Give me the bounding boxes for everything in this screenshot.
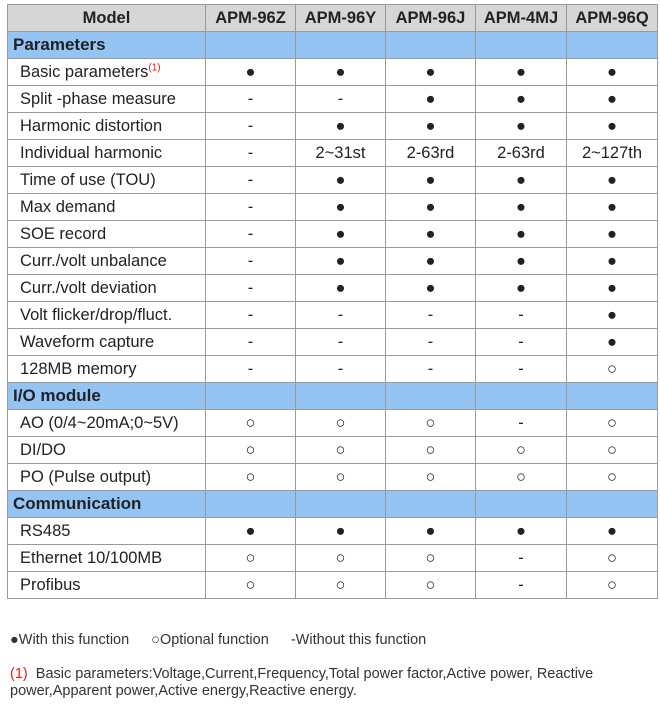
feature-label: Waveform capture: [20, 332, 155, 351]
feature-value-cell: -: [296, 86, 386, 113]
feature-value-cell: ●: [386, 59, 476, 86]
feature-value-cell: ●: [296, 194, 386, 221]
section-filler-cell: [296, 491, 386, 518]
feature-value-cell: ●: [296, 113, 386, 140]
feature-value-cell: ●: [476, 167, 567, 194]
feature-label: RS485: [20, 521, 71, 540]
footnote-text: Basic parameters:Voltage,Current,Frequency,Total power factor,Active power, Reactive power,Apparent power,Active energy,Reactive energy.: [10, 666, 594, 699]
feature-value-cell: ●: [476, 221, 567, 248]
section-row: [8, 383, 658, 410]
feature-label: Curr./volt unbalance: [20, 251, 167, 270]
feature-label: PO (Pulse output): [20, 467, 152, 486]
feature-label: 128MB memory: [20, 359, 137, 378]
feature-value-cell: ○: [296, 545, 386, 572]
feature-label: Max demand: [20, 197, 116, 216]
feature-label-cell: [8, 113, 206, 140]
section-row: [8, 32, 658, 59]
spec-table: [7, 4, 658, 599]
table-row: [8, 86, 658, 113]
feature-value-cell: ○: [476, 437, 567, 464]
feature-value-cell: ●: [476, 275, 567, 302]
legend-with-function: ●With this function: [10, 632, 130, 648]
feature-value-cell: ●: [296, 59, 386, 86]
feature-label-cell: [8, 464, 206, 491]
feature-value-cell: ○: [386, 464, 476, 491]
feature-label-cell: [8, 221, 206, 248]
table-row: [8, 275, 658, 302]
table-row: [8, 221, 658, 248]
model-header-apm-4mj: APM-4MJ: [476, 5, 567, 32]
feature-value-cell: -: [206, 221, 296, 248]
model-header-apm-96q: APM-96Q: [567, 5, 658, 32]
feature-value-cell: ○: [386, 410, 476, 437]
spec-body: [8, 32, 658, 599]
feature-value-cell: -: [206, 275, 296, 302]
feature-value-cell: ●: [567, 194, 658, 221]
feature-value-cell: ●: [386, 194, 476, 221]
legend: [10, 632, 444, 648]
feature-value-cell: -: [206, 140, 296, 167]
feature-value-cell: ●: [567, 248, 658, 275]
section-filler-cell: [476, 491, 567, 518]
feature-value-cell: ○: [386, 572, 476, 599]
feature-value-cell: -: [476, 329, 567, 356]
section-filler-cell: [567, 32, 658, 59]
section-filler-cell: [567, 383, 658, 410]
feature-value-cell: -: [296, 356, 386, 383]
feature-value-cell: -: [206, 302, 296, 329]
section-title: I/O module: [8, 383, 206, 410]
feature-value-cell: ●: [567, 167, 658, 194]
feature-value-cell: ●: [567, 221, 658, 248]
model-header: Model: [8, 5, 206, 32]
table-row: [8, 572, 658, 599]
footnote-number: (1): [10, 666, 28, 682]
feature-value-cell: -: [296, 302, 386, 329]
feature-label-cell: [8, 545, 206, 572]
feature-value-cell: ○: [296, 410, 386, 437]
feature-value-cell: ○: [206, 572, 296, 599]
table-row: [8, 464, 658, 491]
table-row: [8, 167, 658, 194]
feature-label-cell: [8, 518, 206, 545]
feature-value-cell: ●: [386, 275, 476, 302]
feature-value-cell: ●: [386, 248, 476, 275]
feature-value-cell: ○: [206, 545, 296, 572]
table-row: [8, 518, 658, 545]
feature-value-cell: ●: [476, 86, 567, 113]
section-filler-cell: [386, 383, 476, 410]
feature-value-cell: -: [206, 194, 296, 221]
feature-label: Harmonic distortion: [20, 116, 163, 135]
feature-value-cell: ○: [567, 464, 658, 491]
model-header-apm-96y: APM-96Y: [296, 5, 386, 32]
feature-value-cell: ●: [476, 113, 567, 140]
feature-value-cell: -: [296, 329, 386, 356]
section-filler-cell: [386, 32, 476, 59]
feature-value-cell: ●: [567, 59, 658, 86]
section-filler-cell: [476, 32, 567, 59]
table-row: [8, 140, 658, 167]
feature-value-cell: ●: [567, 113, 658, 140]
feature-value-cell: -: [476, 302, 567, 329]
feature-value-cell: 2-63rd: [476, 140, 567, 167]
feature-label-cell: [8, 167, 206, 194]
feature-value-cell: -: [386, 302, 476, 329]
feature-value-cell: ●: [476, 59, 567, 86]
feature-label: Volt flicker/drop/fluct.: [20, 305, 173, 324]
feature-label: Individual harmonic: [20, 143, 163, 162]
feature-value-cell: 2~31st: [296, 140, 386, 167]
feature-label: Ethernet 10/100MB: [20, 548, 163, 567]
feature-value-cell: ●: [386, 221, 476, 248]
feature-value-cell: ○: [206, 410, 296, 437]
feature-value-cell: ○: [296, 437, 386, 464]
feature-value-cell: ●: [386, 113, 476, 140]
feature-value-cell: 2~127th: [567, 140, 658, 167]
section-title: Communication: [8, 491, 206, 518]
table-row: [8, 329, 658, 356]
feature-label: Basic parameters: [20, 62, 149, 81]
section-filler-cell: [296, 383, 386, 410]
feature-value-cell: ●: [386, 518, 476, 545]
feature-label-cell: [8, 59, 206, 86]
feature-value-cell: ●: [567, 518, 658, 545]
section-title: Parameters: [8, 32, 206, 59]
section-filler-cell: [206, 383, 296, 410]
feature-value-cell: ●: [476, 248, 567, 275]
feature-label: Time of use (TOU): [20, 170, 156, 189]
feature-label-cell: [8, 194, 206, 221]
model-header-apm-96z: APM-96Z: [206, 5, 296, 32]
feature-label: Profibus: [20, 575, 81, 594]
feature-value-cell: ○: [476, 464, 567, 491]
feature-value-cell: ○: [386, 437, 476, 464]
table-row: [8, 302, 658, 329]
feature-value-cell: -: [476, 572, 567, 599]
feature-label-cell: [8, 410, 206, 437]
feature-value-cell: -: [476, 545, 567, 572]
feature-value-cell: ○: [386, 545, 476, 572]
feature-label: AO (0/4~20mA;0~5V): [20, 413, 179, 432]
feature-value-cell: -: [206, 167, 296, 194]
feature-value-cell: ●: [206, 518, 296, 545]
feature-value-cell: ○: [567, 572, 658, 599]
section-filler-cell: [476, 383, 567, 410]
feature-value-cell: ●: [567, 275, 658, 302]
feature-label-cell: [8, 275, 206, 302]
feature-label: Split -phase measure: [20, 89, 176, 108]
feature-value-cell: ●: [296, 221, 386, 248]
feature-label-cell: [8, 437, 206, 464]
feature-value-cell: -: [206, 248, 296, 275]
footnote: [10, 666, 650, 700]
feature-value-cell: ●: [296, 248, 386, 275]
feature-value-cell: ○: [206, 464, 296, 491]
feature-label-cell: [8, 356, 206, 383]
feature-value-cell: ●: [567, 329, 658, 356]
feature-value-cell: ●: [567, 302, 658, 329]
table-row: [8, 437, 658, 464]
feature-value-cell: ○: [567, 410, 658, 437]
feature-value-cell: ●: [567, 86, 658, 113]
feature-value-cell: -: [386, 329, 476, 356]
feature-value-cell: -: [206, 113, 296, 140]
feature-label-cell: [8, 140, 206, 167]
feature-value-cell: -: [476, 410, 567, 437]
feature-label: DI/DO: [20, 440, 66, 459]
feature-value-cell: -: [206, 329, 296, 356]
table-row: [8, 113, 658, 140]
feature-label: SOE record: [20, 224, 107, 243]
table-row: [8, 248, 658, 275]
feature-label-cell: [8, 302, 206, 329]
table-row: [8, 410, 658, 437]
feature-value-cell: ●: [296, 167, 386, 194]
legend-without-function: -Without this function: [290, 632, 427, 648]
table-row: [8, 356, 658, 383]
feature-label-cell: [8, 572, 206, 599]
table-row: [8, 59, 658, 86]
section-filler-cell: [386, 491, 476, 518]
feature-value-cell: ●: [296, 275, 386, 302]
feature-value-cell: -: [206, 356, 296, 383]
feature-value-cell: ●: [386, 86, 476, 113]
feature-value-cell: ○: [567, 545, 658, 572]
table-row: [8, 194, 658, 221]
feature-value-cell: ●: [476, 518, 567, 545]
feature-value-cell: ○: [206, 437, 296, 464]
section-row: [8, 491, 658, 518]
feature-value-cell: ○: [567, 356, 658, 383]
feature-label-cell: [8, 329, 206, 356]
section-filler-cell: [206, 32, 296, 59]
feature-value-cell: -: [476, 356, 567, 383]
section-filler-cell: [206, 491, 296, 518]
feature-value-cell: ●: [206, 59, 296, 86]
feature-value-cell: 2-63rd: [386, 140, 476, 167]
feature-value-cell: ○: [567, 437, 658, 464]
footnote-reference: (1): [148, 62, 161, 73]
section-filler-cell: [567, 491, 658, 518]
feature-label: Curr./volt deviation: [20, 278, 157, 297]
feature-value-cell: ○: [296, 572, 386, 599]
table-row: [8, 545, 658, 572]
legend-optional-function: ○Optional function: [151, 632, 269, 648]
feature-value-cell: -: [206, 86, 296, 113]
feature-label-cell: [8, 86, 206, 113]
section-filler-cell: [296, 32, 386, 59]
feature-value-cell: -: [386, 356, 476, 383]
feature-label-cell: [8, 248, 206, 275]
feature-value-cell: ●: [476, 194, 567, 221]
feature-value-cell: ○: [296, 464, 386, 491]
model-header-apm-96j: APM-96J: [386, 5, 476, 32]
feature-value-cell: ●: [386, 167, 476, 194]
header-row: [8, 5, 658, 32]
feature-value-cell: ●: [296, 518, 386, 545]
